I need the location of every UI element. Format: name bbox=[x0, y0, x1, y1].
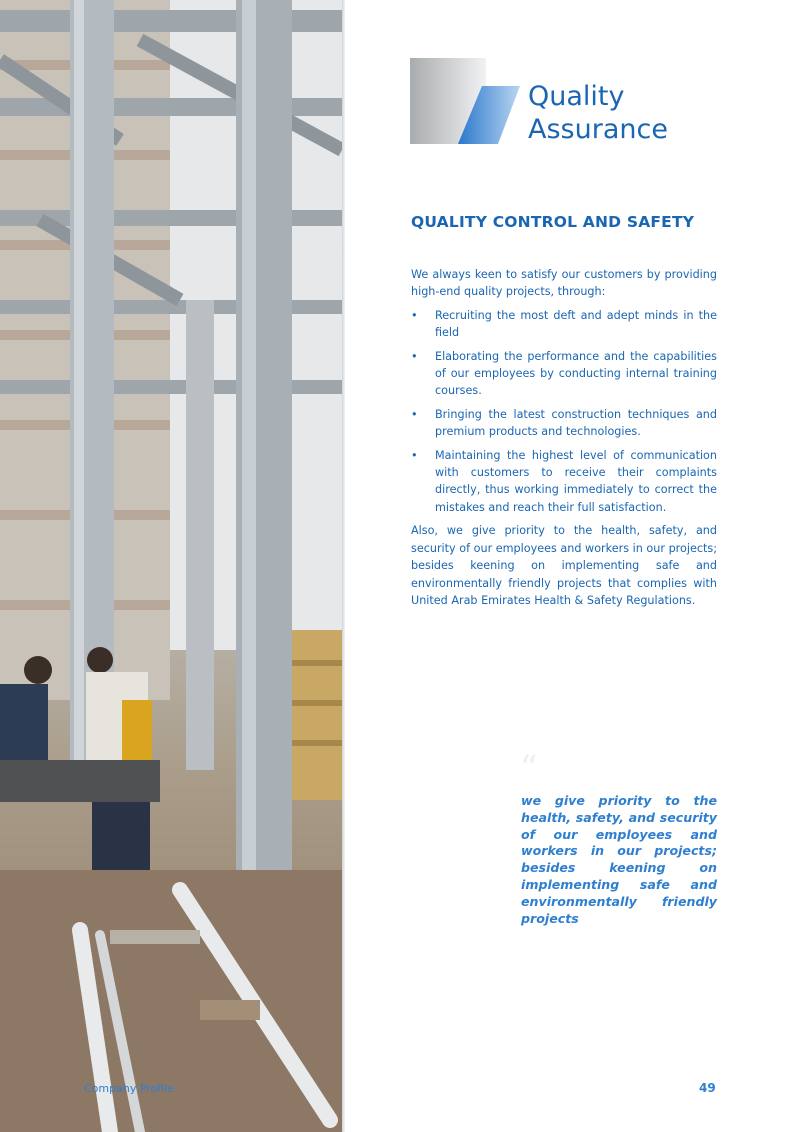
photo-illustration bbox=[0, 0, 342, 1132]
list-item-text: Bringing the latest construction techniques and premium products and technologies. bbox=[435, 407, 717, 439]
construction-site-photo bbox=[0, 0, 342, 1132]
list-item-text: Maintaining the highest level of communication with customers to receive their complaints directly, thus working immediately to correct the mistakes and reach their full satisfaction. bbox=[435, 448, 717, 514]
page-title-line2: Assurance bbox=[528, 114, 668, 145]
bullet-list bbox=[411, 307, 717, 516]
list-item-text: Recruiting the most deft and adept minds in the field bbox=[435, 308, 717, 340]
list-item bbox=[411, 447, 717, 517]
footer-company-label: Company Profile bbox=[84, 1082, 175, 1095]
title-decoration-icon bbox=[410, 58, 520, 144]
page-title bbox=[528, 80, 668, 146]
list-item bbox=[411, 406, 717, 441]
page-number: 49 bbox=[699, 1081, 716, 1095]
list-item bbox=[411, 348, 717, 400]
section-body bbox=[411, 266, 717, 615]
bullet-icon: • bbox=[411, 308, 418, 322]
list-item-text: Elaborating the performance and the capabilities of our employees by conducting internal training courses. bbox=[435, 349, 717, 398]
closing-paragraph: Also, we give priority to the health, safety, and security of our employees and workers in our projects; besides keening on implementing safe and environmentally friendly projects that complies with United Arab Emirates Health & Safety Regulations. bbox=[411, 524, 717, 607]
section-heading: QUALITY CONTROL AND SAFETY bbox=[411, 213, 695, 231]
pull-quote: we give priority to the health, safety, and security of our employees and workers in our projects; besides keening on implementing safe and environmentally friendly projects bbox=[521, 793, 717, 926]
bullet-icon: • bbox=[411, 448, 418, 462]
page-divider bbox=[342, 0, 345, 1132]
quote-mark-icon: “ bbox=[520, 748, 538, 788]
page-title-line1: Quality bbox=[528, 81, 625, 112]
intro-paragraph: We always keen to satisfy our customers by providing high-end quality projects, through: bbox=[411, 268, 717, 299]
bullet-icon: • bbox=[411, 349, 418, 363]
bullet-icon: • bbox=[411, 407, 418, 421]
list-item bbox=[411, 307, 717, 342]
